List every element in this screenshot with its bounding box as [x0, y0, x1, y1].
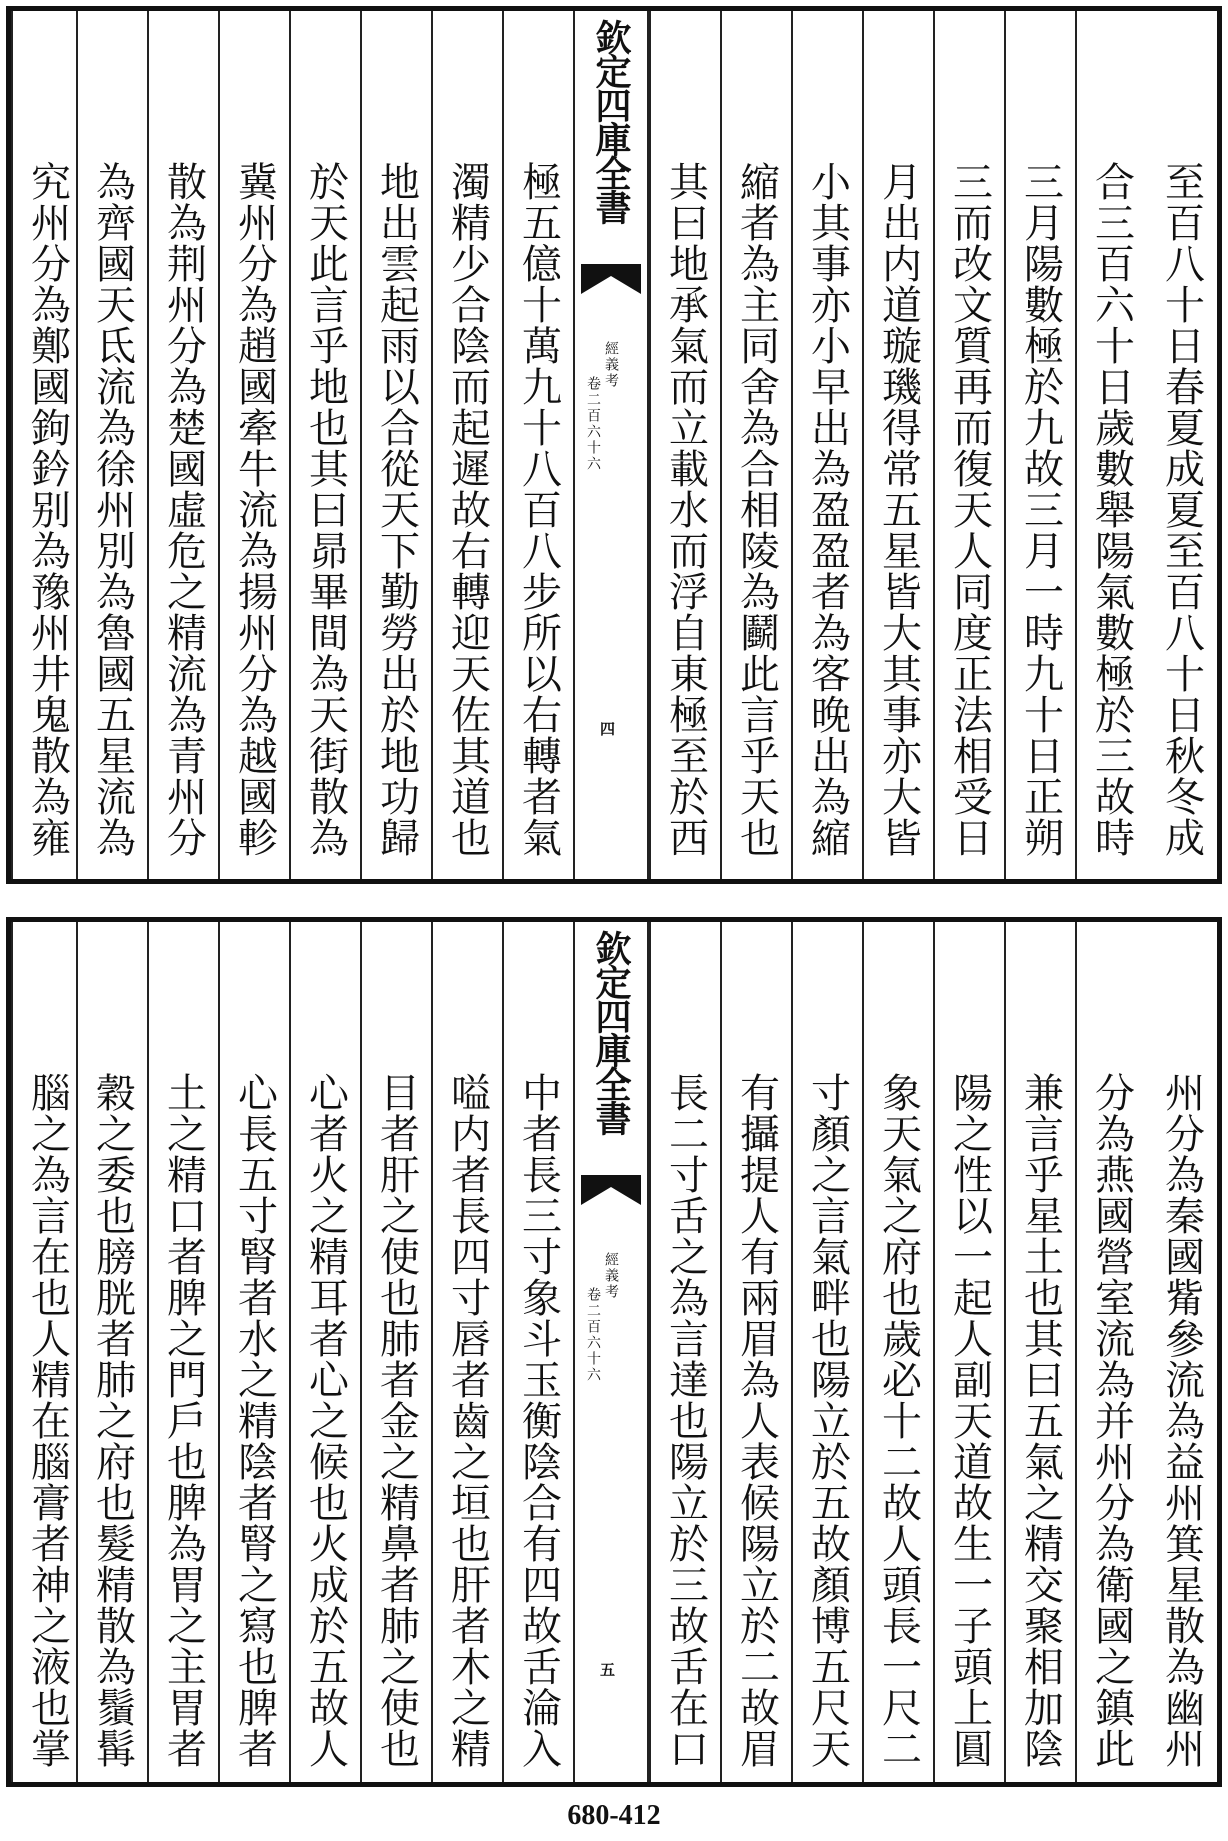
text-column: 地出雲起雨以合從天下勤勞出於地功歸 — [360, 11, 431, 879]
fishtail-mark-icon — [581, 264, 641, 294]
top-page — [6, 6, 1222, 884]
text-column: 有攝提人有兩眉為人表候陽立於二故眉 — [720, 922, 791, 1782]
volume-label: 卷二百六十六 — [585, 1287, 601, 1383]
text-column: 土之精口者脾之門戶也脾為胃之主胃者 — [147, 922, 218, 1782]
volume-label: 卷二百六十六 — [585, 376, 601, 472]
page-reference: 680-412 — [567, 1800, 661, 1831]
text-column: 散為荆州分為楚國虛危之精流為青州分 — [147, 11, 218, 879]
text-column: 小其事亦小早出為盈盈者為客晚出為縮 — [791, 11, 862, 879]
text-column: 腦之為言在也人精在腦膏者神之液也掌 — [11, 922, 82, 1782]
text-column: 冀州分為趙國牽牛流為揚州分為越國軫 — [218, 11, 289, 879]
text-column: 嗌内者長四寸唇者齒之垣也肝者木之精 — [431, 922, 502, 1782]
text-column: 濁精少合陰而起遲故右轉迎天佐其道也 — [431, 11, 502, 879]
text-column: 穀之委也膀胱者肺之府也髮精散為鬚髯 — [76, 922, 147, 1782]
text-column: 究州分為鄭國鉤鈐别為豫州井鬼散為雍 — [11, 11, 82, 879]
text-column: 目者肝之使也肺者金之精鼻者肺之使也 — [360, 922, 431, 1782]
text-column: 州分為秦國觜參流為益州箕星散為幽州 — [1158, 1072, 1205, 1769]
text-column: 月出内道璇璣得常五星皆大其事亦大皆 — [862, 11, 933, 879]
center-fold — [573, 11, 649, 879]
text-column: 合三百六十日歲數舉陽氣數極於三故時 — [1075, 11, 1146, 879]
text-column: 陽之性以一起人副天道故生一子頭上圓 — [933, 922, 1004, 1782]
collection-title: 欽定四庫全書 — [590, 930, 632, 1134]
text-column: 極五億十萬九十八百八步所以右轉者氣 — [502, 11, 573, 879]
fishtail-mark-icon — [581, 1175, 641, 1205]
text-column: 為齊國天氐流為徐州別為魯國五星流為 — [76, 11, 147, 879]
text-column: 心長五寸腎者水之精陰者腎之寫也脾者 — [218, 922, 289, 1782]
text-column: 縮者為主同舍為合相陵為鬬此言乎天也 — [720, 11, 791, 879]
page-number: 五 — [598, 1662, 616, 1677]
text-column: 其曰地承氣而立載水而浮自東極至於西 — [649, 11, 720, 879]
text-column: 寸顏之言氣畔也陽立於五故顏博五尺天 — [791, 922, 862, 1782]
text-column: 長二寸舌之為言達也陽立於三故舌在口 — [649, 922, 720, 1782]
text-column: 兼言乎星土也其曰五氣之精交聚相加陰 — [1004, 922, 1075, 1782]
text-column: 心者火之精耳者心之候也火成於五故人 — [289, 922, 360, 1782]
text-column: 於天此言乎地也其曰昴畢間為天街散為 — [289, 11, 360, 879]
book-title: 經義考 — [603, 341, 619, 389]
text-column: 中者長三寸象斗玉衡陰合有四故舌淪入 — [502, 922, 573, 1782]
text-column: 分為燕國營室流為并州分為衛國之鎮此 — [1075, 922, 1146, 1782]
bottom-page — [6, 917, 1222, 1787]
collection-title: 欽定四庫全書 — [590, 19, 632, 223]
text-column: 至百八十日春夏成夏至百八十日秋冬成 — [1158, 161, 1205, 858]
page-number: 四 — [598, 721, 616, 736]
book-title: 經義考 — [603, 1252, 619, 1300]
text-column: 三月陽數極於九故三月一時九十日正朔 — [1004, 11, 1075, 879]
text-column: 象天氣之府也歲必十二故人頭長一尺二 — [862, 922, 933, 1782]
center-fold — [573, 922, 649, 1782]
text-column: 三而改文質再而復天人同度正法相受日 — [933, 11, 1004, 879]
